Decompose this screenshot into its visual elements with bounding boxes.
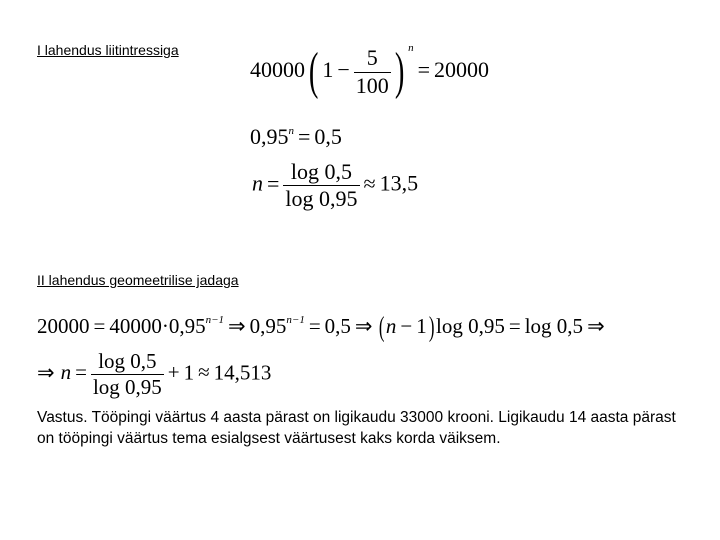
- line1-eq1: =: [93, 314, 106, 338]
- line1-eq3: =: [508, 314, 521, 338]
- eq3-denominator: log 0,95: [285, 186, 358, 212]
- eq1-one: 1: [322, 57, 334, 83]
- line2-denominator: log 0,95: [92, 375, 162, 400]
- left-paren-glyph: (: [308, 43, 319, 100]
- line1-exp2: n−1: [286, 314, 305, 326]
- line1-log2: log 0,5: [524, 314, 584, 338]
- line1-e: 0,5: [324, 314, 351, 338]
- eq1-denominator: 100: [355, 72, 389, 98]
- line1-paren-close: ): [428, 312, 435, 344]
- eq3-fraction: [283, 160, 359, 211]
- right-paren-glyph: ): [394, 43, 405, 100]
- line2-n: n: [60, 360, 72, 385]
- line1-dot: ·: [161, 314, 169, 338]
- line1-one: 1: [416, 314, 427, 338]
- eq3-numerator: log 0,5: [283, 160, 359, 186]
- eq1-result: 20000: [434, 57, 489, 83]
- line1-minus: −: [400, 314, 413, 338]
- line1-exp1: n−1: [205, 314, 225, 326]
- eq1-base: 40000: [250, 57, 305, 83]
- solution2-heading: II lahendus geomeetrilise jadaga: [37, 272, 239, 288]
- line2-result: 14,513: [213, 360, 272, 385]
- line1-log1: log 0,95: [436, 314, 505, 338]
- eq2-result: 0,5: [314, 124, 342, 149]
- line2-numerator: log 0,5: [91, 350, 164, 375]
- answer-text: Vastus. Tööpingi väärtus 4 aasta pärast on ligikaudu 33000 krooni. Ligikaudu 14 aasta pärast on tööpingi väärtus tema esialgsest väärtusest kaks korda väiksem.: [37, 409, 676, 447]
- solution1-equation-2: [250, 124, 342, 150]
- eq3-lhs: n: [252, 170, 263, 196]
- line1-implies2: ⇒: [354, 314, 373, 338]
- line1-n: n: [385, 314, 397, 338]
- line2-fraction: [91, 350, 164, 399]
- line1-eq2: =: [308, 314, 321, 338]
- line1-implies3: ⇒: [587, 314, 605, 338]
- eq2-equals: =: [298, 124, 311, 149]
- eq3-result: 13,5: [379, 170, 419, 196]
- line2-approx: ≈: [198, 360, 210, 385]
- line1-c: 0,95: [168, 314, 206, 338]
- eq1-minus: −: [337, 57, 350, 83]
- solution2-line-2: [37, 350, 271, 399]
- eq2-base: 0,95: [250, 124, 289, 149]
- eq3-equals: =: [267, 170, 280, 196]
- eq2-exponent: n: [288, 125, 294, 137]
- solution2-line-1: [37, 314, 609, 342]
- line2-implies: ⇒: [37, 360, 55, 385]
- solution1-equation-1: [250, 42, 489, 100]
- solution1-equation-3: [252, 160, 418, 211]
- eq1-fraction: [354, 46, 391, 97]
- eq3-approx: ≈: [363, 170, 376, 196]
- line1-paren-open: (: [378, 312, 384, 344]
- line1-a: 20000: [37, 314, 90, 338]
- line1-b: 40000: [109, 314, 162, 338]
- line2-equals: =: [75, 360, 87, 385]
- solution1-heading: I lahendus liitintressiga: [37, 42, 179, 58]
- eq1-exponent: n: [408, 42, 414, 55]
- eq1-numerator: 5: [354, 46, 391, 72]
- eq1-equals: =: [417, 57, 430, 83]
- line2-plus: +: [167, 360, 180, 385]
- line1-d: 0,95: [249, 314, 287, 338]
- line2-one: 1: [183, 360, 195, 385]
- line1-implies1: ⇒: [228, 314, 246, 338]
